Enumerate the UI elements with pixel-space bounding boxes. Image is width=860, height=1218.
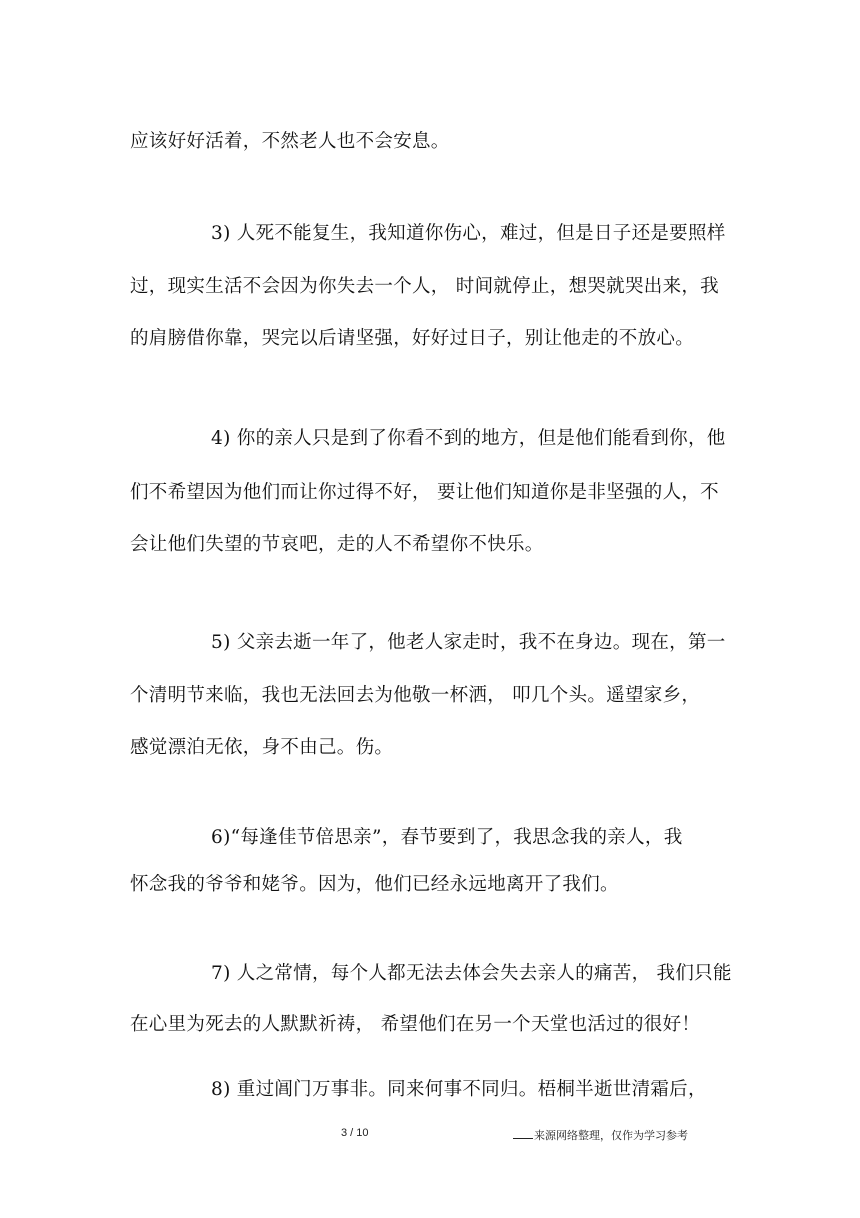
- paragraph-line: 8) 重过阊门万事非。同来何事不同归。梧桐半逝世清霜后，: [211, 1079, 707, 1100]
- paragraph-line: 感觉漂泊无依，身不由己。伤。: [130, 737, 394, 758]
- paragraph-line: 5) 父亲去逝一年了，他老人家走时，我不在身边。现在，第一: [211, 632, 726, 653]
- paragraph-line: 个清明节来临，我也无法回去为他敬一杯洒， 叩几个头。遥望家乡，: [130, 685, 701, 706]
- paragraph-line: 的肩膀借你靠，哭完以后请坚强，好好过日子，别让他走的不放心。: [130, 328, 695, 349]
- paragraph-line: 6)“每逢佳节倍思亲”，春节要到了，我思念我的亲人，我: [211, 827, 683, 848]
- footer-note-text: 来源网络整理，仅作为学习参考: [534, 1129, 688, 1142]
- footer-note: [513, 1127, 688, 1143]
- paragraph-line: 3) 人死不能复生，我知道你伤心，难过，但是日子还是要照样: [211, 223, 726, 244]
- paragraph-line: 会让他们失望的节哀吧，走的人不希望你不快乐。: [130, 534, 544, 555]
- paragraph-line: 过，现实生活不会因为你失去一个人， 时间就停止，想哭就哭出来，我: [130, 276, 719, 297]
- paragraph-line: 应该好好活着，不然老人也不会安息。: [130, 131, 450, 152]
- page-number: 3 / 10: [341, 1127, 369, 1139]
- footer-rule: [513, 1138, 533, 1139]
- paragraph-line: 们不希望因为他们而让你过得不好， 要让他们知道你是非坚强的人，不: [130, 482, 719, 503]
- paragraph-line: 7) 人之常情，每个人都无法去体会失去亲人的痛苦， 我们只能: [211, 963, 732, 984]
- paragraph-line: 4) 你的亲人只是到了你看不到的地方，但是他们能看到你，他: [211, 428, 726, 449]
- paragraph-line: 怀念我的爷爷和姥爷。因为，他们已经永远地离开了我们。: [130, 874, 619, 895]
- paragraph-line: 在心里为死去的人默默祈祷， 希望他们在另一个天堂也活过的很好！: [130, 1014, 701, 1035]
